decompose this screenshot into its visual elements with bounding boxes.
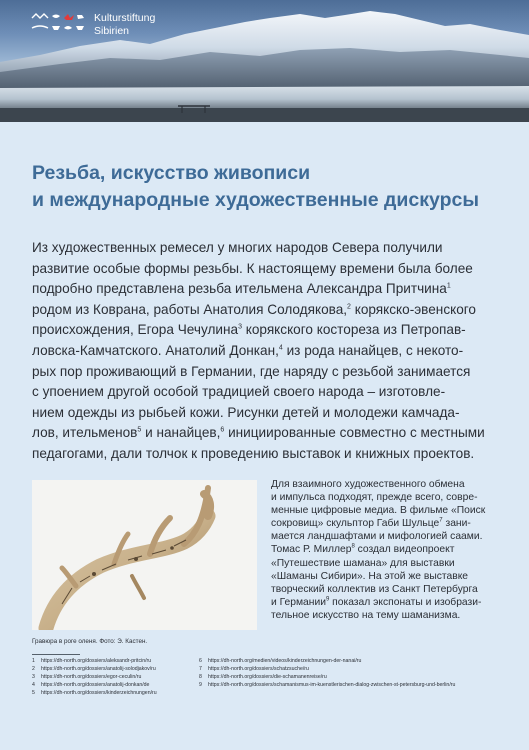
org-name-line1: Kulturstiftung <box>94 12 156 24</box>
text-run: ловска-Камчатского. Анатолий Донкан, <box>32 342 279 358</box>
antler-engraving-image <box>32 480 257 630</box>
text-line: с упоением другой особой традицией своего народа – изготовле- <box>32 384 446 400</box>
text-line <box>32 423 502 444</box>
footnote-link[interactable]: https://dh-north.org/dossiers/schamanismus-im-kuenstlerischen-dialog-zwischen-st-petersburg-und-berlin/ru <box>208 681 456 688</box>
footnote-item[interactable] <box>32 666 157 674</box>
footnote-item[interactable] <box>32 690 157 698</box>
text-line: педагогами, дали толчок к проведению выставок и книжных проектов. <box>32 445 475 461</box>
text-run: из рода нанайцев, с некото- <box>282 342 464 358</box>
footnote-ref[interactable]: 1 <box>446 282 451 290</box>
footnote-item[interactable] <box>199 666 455 674</box>
footnote-number: 8 <box>199 673 202 680</box>
text-run: создал видеопроект <box>354 544 455 556</box>
antler-photo <box>32 480 257 630</box>
footnote-item[interactable] <box>199 674 455 682</box>
footnote-divider <box>32 654 80 655</box>
text-run: и нанайцев, <box>141 425 221 441</box>
text-line: менные цифровые медиа. В фильме «Поиск <box>271 505 486 517</box>
text-line <box>271 517 506 530</box>
footnotes-right <box>199 658 455 690</box>
text-line: рых пор проживающий в Германии, где наряду с резьбой занимается <box>32 363 471 379</box>
footnote-link[interactable]: https://dh-north.org/dossiers/aleksandr-pritcin/ru <box>41 658 152 664</box>
footnote-number: 5 <box>32 689 35 696</box>
text-run: сокровищ» скульптор Габи Шульце <box>271 518 440 530</box>
title-line-2: и международные художественные дискурсы <box>32 189 480 211</box>
text-line <box>271 543 506 556</box>
photo-caption: Гравюра в роге оленя. Фото: Э. Кастен. <box>32 638 148 645</box>
footnote-number: 6 <box>199 658 202 664</box>
footnote-ref[interactable]: 5 <box>137 426 142 434</box>
text-line: творческий коллектив из Санкт Петербурга <box>271 583 478 595</box>
side-paragraph <box>271 478 506 622</box>
text-run: Томас Р. Миллер <box>271 544 352 556</box>
footnote-number: 4 <box>32 681 35 688</box>
footnote-ref[interactable]: 9 <box>325 596 330 603</box>
text-run: корякского костореза из Петропав- <box>241 322 466 338</box>
text-line: развитие особые формы резьбы. К настоящему времени была более <box>32 260 473 276</box>
text-line <box>32 279 502 300</box>
footnote-link[interactable]: https://dh-north.org/medien/videos/kinderzeichnungen-der-nanai/ru <box>208 658 362 664</box>
page-title <box>32 160 512 214</box>
text-run: инициированные совместно с местными <box>224 425 485 441</box>
org-name-line2: Sibirien <box>94 24 130 37</box>
footnote-number: 1 <box>32 658 35 664</box>
footnote-item[interactable] <box>199 682 455 690</box>
footnote-number: 2 <box>32 665 35 672</box>
footnote-number: 3 <box>32 673 35 680</box>
text-run: зани- <box>442 518 471 530</box>
text-line <box>271 596 506 609</box>
footnote-ref[interactable]: 3 <box>238 323 242 331</box>
main-paragraph <box>32 238 502 465</box>
footnote-link[interactable]: https://dh-north.org/dossiers/kinderzeichnungen/ru <box>41 689 157 696</box>
text-run: и Германии <box>271 596 326 608</box>
text-line: «Шаманы Сибири». На этой же выставке <box>271 570 469 582</box>
text-run: корякско-эвенского <box>350 301 476 317</box>
footnote-ref[interactable]: 2 <box>347 303 351 311</box>
text-line: и импульса подходят, прежде всего, совре- <box>271 492 478 504</box>
text-line: нием одежды из рыбьей кожи. Рисунки детей и молодежи камчада- <box>32 404 460 420</box>
footnote-link[interactable]: https://dh-north.org/dossiers/schatzsuche/ru <box>208 665 309 672</box>
logo-icons <box>30 12 88 38</box>
text-line: тельное искусство на тему шаманизма. <box>271 609 461 621</box>
footnote-link[interactable]: https://dh-north.org/dossiers/anatolij-solodjakov/ru <box>41 665 156 672</box>
text-line <box>32 300 502 321</box>
text-run: показал экспонаты и изобрази- <box>329 596 482 608</box>
footnotes-left <box>32 658 157 698</box>
header-banner <box>0 0 529 122</box>
footnote-number: 9 <box>199 681 202 688</box>
footnote-ref[interactable]: 6 <box>220 426 225 434</box>
footnote-ref[interactable]: 7 <box>439 517 443 524</box>
footnote-item[interactable] <box>32 674 157 682</box>
text-line: Для взаимного художественного обмена <box>271 479 465 490</box>
text-line <box>32 341 502 362</box>
text-line <box>32 320 502 341</box>
text-run: лов, ительменов <box>32 425 138 441</box>
footnote-ref[interactable]: 4 <box>278 344 283 352</box>
org-name <box>94 12 155 37</box>
footnote-ref[interactable]: 8 <box>351 544 355 551</box>
footnote-link[interactable]: https://dh-north.org/dossiers/egor-ceculin/ru <box>41 673 142 680</box>
text-line: «Путешествие шамана» для выставки <box>271 557 455 569</box>
footnote-number: 7 <box>199 665 202 672</box>
text-line: мается ландшафтами и мифологией саами. <box>271 531 483 543</box>
footnote-item[interactable] <box>199 658 455 666</box>
text-run: подробно представлена резьба ительмена Александра Притчина <box>32 281 447 297</box>
footnote-item[interactable] <box>32 682 157 690</box>
text-run: родом из Коврана, работы Анатолия Солодякова, <box>32 301 348 317</box>
text-run: происхождения, Егора Чечулина <box>32 322 239 338</box>
title-line-1: Резьба, искусство живописи <box>32 162 311 184</box>
footnote-link[interactable]: https://dh-north.org/dossiers/anatolij-donkan/de <box>41 681 150 688</box>
text-line: Из художественных ремесел у многих народов Севера получили <box>32 240 443 255</box>
logo[interactable] <box>30 12 155 38</box>
footnote-item[interactable] <box>32 658 157 666</box>
footnote-link[interactable]: https://dh-north.org/dossiers/die-schamanenreise/ru <box>208 673 327 680</box>
